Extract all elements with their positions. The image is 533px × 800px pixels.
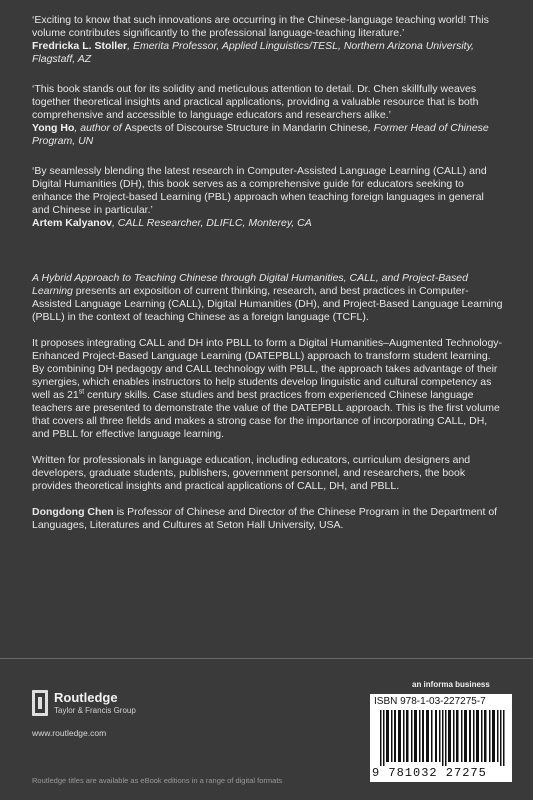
endorser-name: Yong Ho xyxy=(32,122,75,134)
description-paragraph-1 xyxy=(32,272,504,324)
footer-divider xyxy=(0,658,533,659)
endorsement-text: ‘Exciting to know that such innovations are occurring in the Chinese-language teaching world! This volume contributes significantly to the professional language-teaching literature.’ xyxy=(32,14,489,39)
author-bio xyxy=(32,506,504,532)
endorser-book-title: Aspects of Discourse Structure in Mandarin Chinese xyxy=(124,122,368,134)
routledge-logo-icon xyxy=(32,690,48,716)
cover-text xyxy=(32,14,504,545)
publisher-group: Taylor & Francis Group xyxy=(54,706,136,715)
publisher-name: Routledge xyxy=(54,690,118,705)
endorsement-text: ‘By seamlessly blending the latest research in Computer-Assisted Language Learning (CALL) and Digital Humanities (DH), this book serves as a comprehensive guide for educators seeking to enhance the Project-based Learning (PBL) approach when teaching foreign languages in general and Chinese in particular.’ xyxy=(32,165,487,216)
description-paragraph-3: Written for professionals in language education, including educators, curriculum designers and developers, graduate students, publishers, government personnel, and researchers, the book provides theoretical insights and practical applications of CALL, DH, and PBLL. xyxy=(32,454,471,492)
endorsement-3 xyxy=(32,165,504,230)
endorsement-2 xyxy=(32,83,504,148)
endorser-role-after: , Former Head of Chinese Program, UN xyxy=(32,122,489,147)
endorser-role: , CALL Researcher, DLIFLC, Monterey, CA xyxy=(111,217,312,229)
endorser-role: , author of xyxy=(74,122,125,134)
endorsement-attribution xyxy=(32,217,504,230)
endorsement-text: ‘This book stands out for its solidity and meticulous attention to detail. Dr. Chen skillfully weaves together theoretical insights and practical applications, providing a valuable resource that is both comprehensive and accessible to language educators and researchers alike.’ xyxy=(32,83,479,121)
publisher-url[interactable]: www.routledge.com xyxy=(32,728,107,738)
endorsement-1 xyxy=(32,14,504,66)
barcode-number: 9 781032 27275 xyxy=(372,766,487,780)
isbn-barcode xyxy=(370,694,512,782)
isbn-label: ISBN 978-1-03-227275-7 xyxy=(374,696,486,707)
superscript: st xyxy=(78,388,85,396)
author-name: Dongdong Chen xyxy=(32,506,114,518)
endorser-name: Fredricka L. Stoller xyxy=(32,40,128,52)
informa-tagline: an informa business xyxy=(412,680,490,689)
description-text: presents an exposition of current thinking, research, and best practices in Computer-Assisted Language Learning (CALL), Digital Humanities (DH), and Project-Based Language Learning (PBLL) in the context of teaching Chinese as a foreign language (TCFL). xyxy=(32,285,503,323)
ebook-note: Routledge titles are available as eBook editions in a range of digital formats xyxy=(32,776,283,785)
endorser-role: , Emerita Professor, Applied Linguistics/TESL, Northern Arizona University, Flagstaff, AZ xyxy=(32,40,474,65)
endorser-name: Artem Kalyanov xyxy=(32,217,112,229)
description-text-cont: century skills. Case studies and best practices from experienced Chinese language teachers are presented to demonstrate the value of the DATEPBLL approach. This is the first volume that covers all three fields and makes a strong case for the importance of incorporating CALL, DH, and PBLL for effective language learning. xyxy=(32,389,500,440)
description-paragraph-2 xyxy=(32,337,504,441)
description-text: It proposes integrating CALL and DH into PBLL to form a Digital Humanities–Augmented Technology-Enhanced Project-Based Language Learning (DATEPBLL) approach to transform student learning. By combining DH pedagogy and CALL technology with PBLL, the approach takes advantage of their synergies, which enables instructors to help students develop linguistic and cultural competency as well as 21 xyxy=(32,337,503,401)
barcode-icon xyxy=(380,710,508,766)
endorsement-attribution xyxy=(32,40,504,66)
author-bio-text: is Professor of Chinese and Director of the Chinese Program in the Department of Languages, Literatures and Cultures at Seton Hall University, USA. xyxy=(32,506,498,531)
endorsement-attribution xyxy=(32,122,504,148)
book-title: A Hybrid Approach to Teaching Chinese through Digital Humanities, CALL, and Project-Based Learning xyxy=(32,272,468,297)
